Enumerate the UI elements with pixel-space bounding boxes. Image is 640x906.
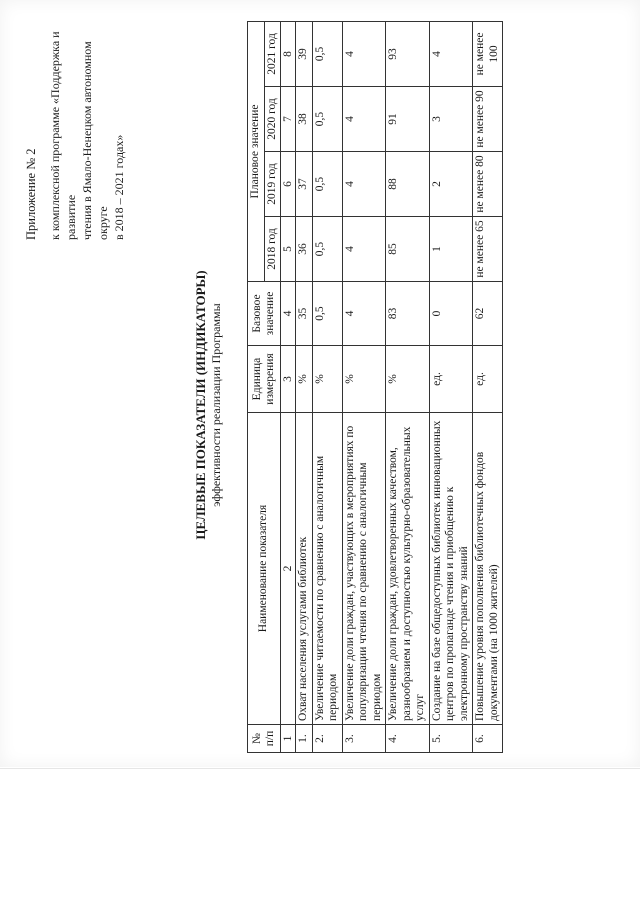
row-2019: 88	[386, 152, 430, 217]
row-unit: ед.	[473, 346, 503, 413]
row-unit: %	[296, 346, 313, 413]
row-2020: 4	[342, 87, 386, 152]
column-number: 6	[281, 152, 296, 217]
heading-title: ЦЕЛЕВЫЕ ПОКАЗАТЕЛИ (ИНДИКАТОРЫ)	[193, 270, 208, 540]
rotated-document	[15, 20, 615, 755]
row-2020: 91	[386, 87, 430, 152]
row-2018: 36	[296, 217, 313, 282]
row-2021: 0,5	[312, 21, 342, 86]
column-number: 7	[281, 87, 296, 152]
row-base: 4	[342, 282, 386, 346]
table-row	[473, 21, 503, 752]
column-number: 4	[281, 282, 296, 346]
row-2019: 0,5	[312, 152, 342, 217]
table-row	[429, 21, 473, 752]
row-2019: 2	[429, 152, 473, 217]
table-row	[312, 21, 342, 752]
row-name: Увеличение доли граждан, участвующих в мероприятиях по популяризации чтения по сравнению с аналогичным периодом	[342, 413, 386, 725]
row-2018: 1	[429, 217, 473, 282]
header-year: 2018 год	[264, 217, 281, 282]
header-num: № п/п	[248, 725, 281, 753]
header-base: Базовое значение	[248, 282, 281, 346]
appendix-block	[23, 20, 127, 240]
row-2019: 37	[296, 152, 313, 217]
row-2021: 4	[429, 21, 473, 86]
row-2020: 38	[296, 87, 313, 152]
appendix-line: чтения в Ямало-Ненецком автономном округе	[80, 41, 110, 240]
row-name: Охват населения услугами библиотек	[296, 413, 313, 725]
indicators-table	[247, 21, 503, 753]
row-2018: 4	[342, 217, 386, 282]
column-number: 3	[281, 346, 296, 413]
row-base: 83	[386, 282, 430, 346]
column-number-row	[281, 21, 296, 752]
row-2021: 93	[386, 21, 430, 86]
row-2018: 85	[386, 217, 430, 282]
row-name: Создание на базе общедоступных библиотек инновационных центров по пропаганде чтения и приобщению к электронному пространству знаний	[429, 413, 473, 725]
row-num: 6.	[473, 725, 503, 753]
column-number: 2	[281, 413, 296, 725]
row-num: 3.	[342, 725, 386, 753]
column-number: 5	[281, 217, 296, 282]
header-year: 2019 год	[264, 152, 281, 217]
header-year: 2020 год	[264, 87, 281, 152]
column-number: 1	[281, 725, 296, 753]
appendix-title: Приложение № 2	[24, 148, 38, 240]
row-base: 35	[296, 282, 313, 346]
row-unit: %	[342, 346, 386, 413]
header-name: Наименование показателя	[248, 413, 281, 725]
row-2021: 39	[296, 21, 313, 86]
row-unit: %	[312, 346, 342, 413]
table-row	[386, 21, 430, 752]
row-base: 0,5	[312, 282, 342, 346]
row-unit: %	[386, 346, 430, 413]
document-heading	[193, 155, 224, 655]
row-base: 62	[473, 282, 503, 346]
row-name: Увеличение доли граждан, удовлетворенных качеством, разнообразием и доступностью культурно-образовательных услуг	[386, 413, 430, 725]
table-row	[342, 21, 386, 752]
header-planned: Плановое значение	[248, 21, 265, 281]
row-2020: 3	[429, 87, 473, 152]
row-base: 0	[429, 282, 473, 346]
row-2019: не менее 80	[473, 152, 503, 217]
row-num: 5.	[429, 725, 473, 753]
row-2020: не менее 90	[473, 87, 503, 152]
row-2019: 4	[342, 152, 386, 217]
row-2021: 4	[342, 21, 386, 86]
row-num: 4.	[386, 725, 430, 753]
column-number: 8	[281, 21, 296, 86]
row-2018: 0,5	[312, 217, 342, 282]
row-num: 2.	[312, 725, 342, 753]
heading-subtitle: эффективности реализации Программы	[209, 303, 223, 507]
header-unit: Единица измерения	[248, 346, 281, 413]
table-row	[296, 21, 313, 752]
appendix-line: к комплексной программе «Поддержка и развитие	[48, 31, 78, 240]
appendix-line: в 2018 – 2021 годах»	[112, 134, 126, 240]
row-2021: не менее 100	[473, 21, 503, 86]
row-name: Увеличение читаемости по сравнению с аналогичным периодом	[312, 413, 342, 725]
row-unit: ед.	[429, 346, 473, 413]
row-name: Повышение уровня пополнения библиотечных фондов документами (на 1000 жителей)	[473, 413, 503, 725]
row-num: 1.	[296, 725, 313, 753]
row-2018: не менее 65	[473, 217, 503, 282]
page-margin	[0, 768, 640, 906]
row-2020: 0,5	[312, 87, 342, 152]
header-year: 2021 год	[264, 21, 281, 86]
